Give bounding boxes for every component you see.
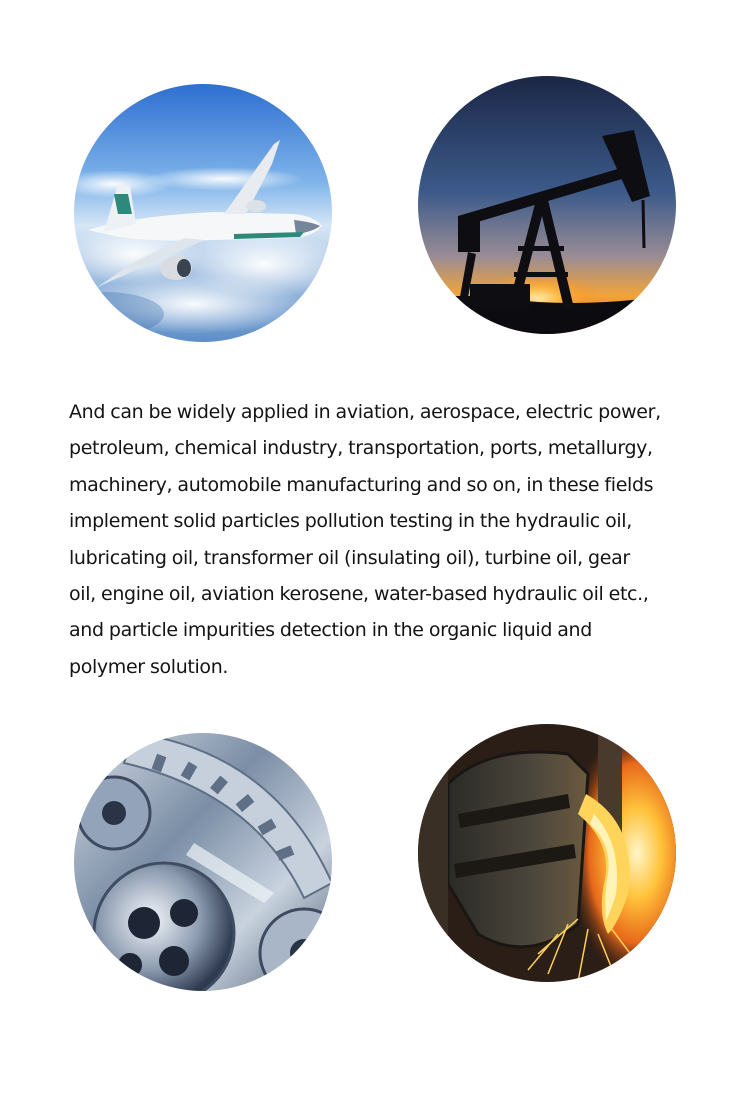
machinery-image [74, 733, 332, 991]
metallurgy-image [418, 724, 676, 982]
description-line: lubricating oil, transformer oil (insulating oil), turbine oil, gear [69, 546, 630, 569]
airplane-icon [74, 84, 332, 342]
petroleum-image [418, 76, 676, 334]
molten-metal-pour-icon [418, 724, 676, 982]
description-text [69, 394, 709, 685]
description-line: and particle impurities detection in the organic liquid and [69, 619, 592, 642]
gears-icon [74, 733, 332, 991]
description-line: And can be widely applied in aviation, aerospace, electric power, [69, 401, 661, 423]
description-line: machinery, automobile manufacturing and so on, in these fields [69, 473, 654, 496]
description-line: polymer solution. [69, 655, 229, 678]
description-line: petroleum, chemical industry, transportation, ports, metallurgy, [69, 437, 653, 460]
description-line: implement solid particles pollution testing in the hydraulic oil, [69, 510, 632, 533]
description-line: oil, engine oil, aviation kerosene, water-based hydraulic oil etc., [69, 583, 649, 606]
oil-pump-jack-icon [418, 76, 676, 334]
aviation-image [74, 84, 332, 342]
